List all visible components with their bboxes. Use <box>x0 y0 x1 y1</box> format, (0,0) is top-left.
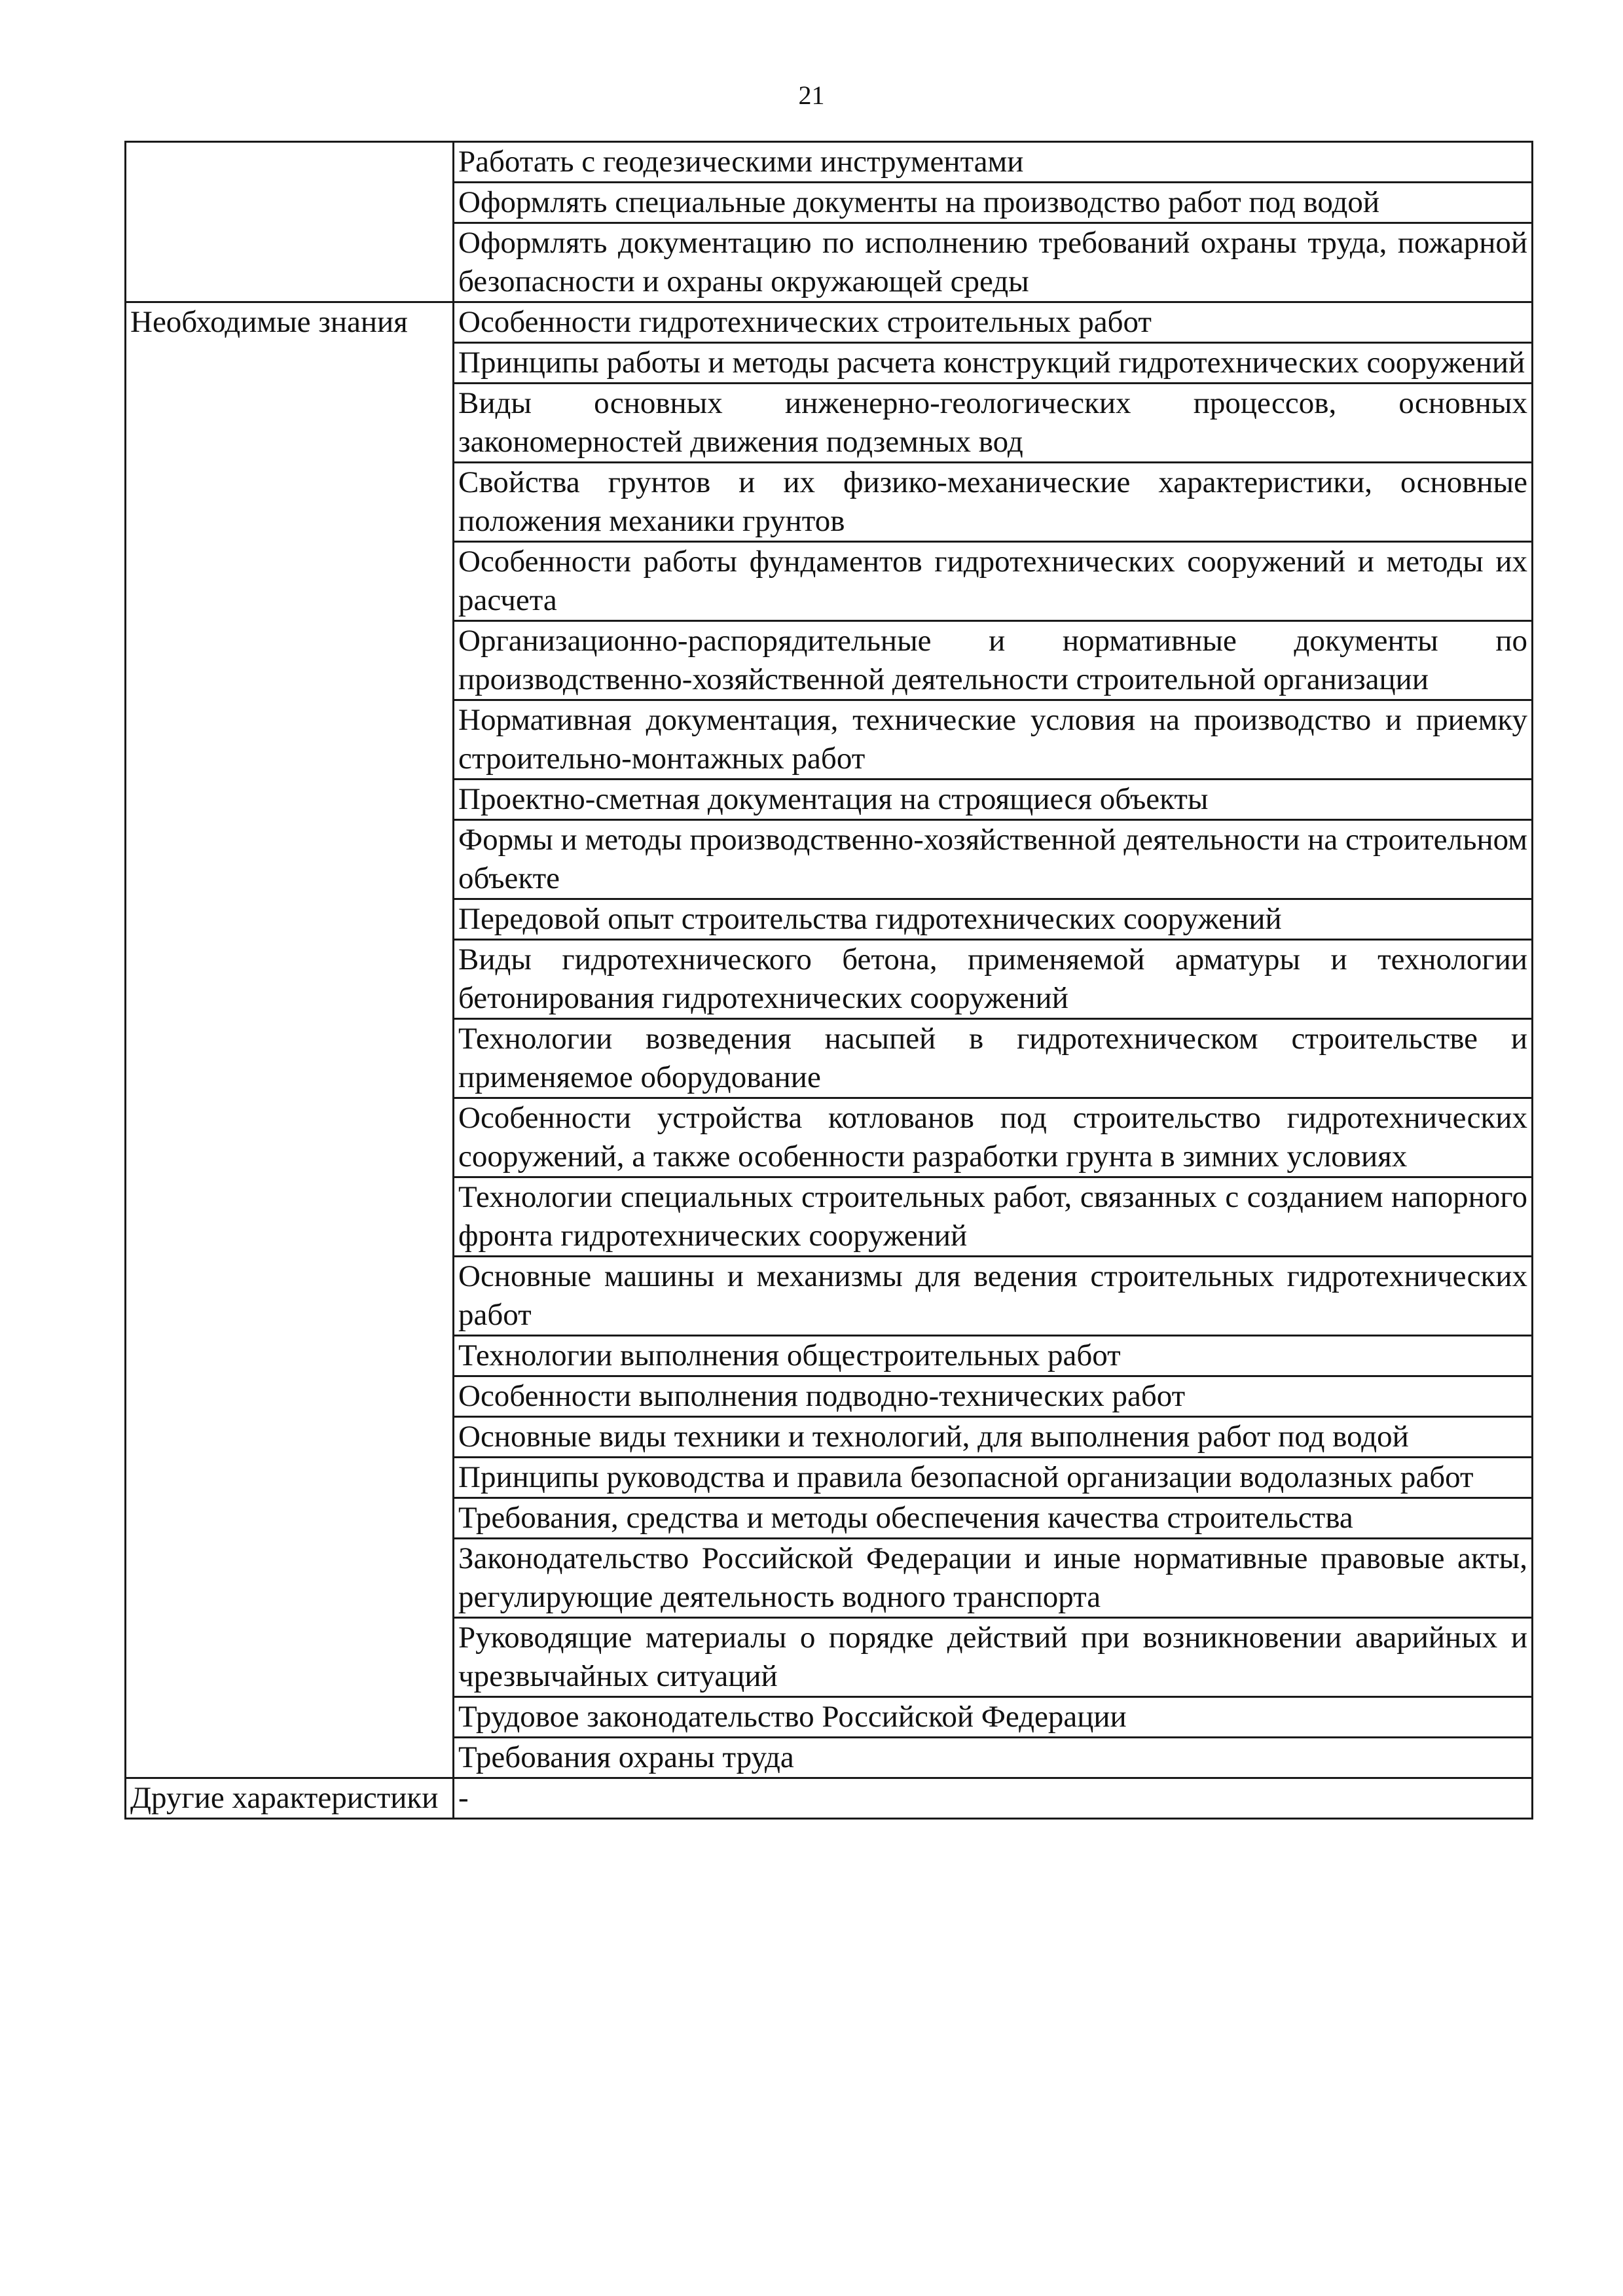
requirement-cell <box>454 1539 1533 1618</box>
requirement-cell <box>454 940 1533 1019</box>
requirement-text: Передовой опыт строительства гидротехнических сооружений <box>458 902 1282 936</box>
requirement-text: Особенности выполнения подводно-технических работ <box>458 1379 1186 1413</box>
requirement-text: Принципы руководства и правила безопасной организации водолазных работ <box>458 1460 1474 1494</box>
requirement-text: Требования, средства и методы обеспечения качества строительства <box>458 1501 1353 1535</box>
requirement-cell <box>454 1376 1533 1417</box>
requirement-cell <box>454 1778 1533 1819</box>
requirement-cell <box>454 1417 1533 1458</box>
requirement-cell <box>454 899 1533 940</box>
requirements-table-body <box>126 142 1533 1819</box>
requirement-cell <box>454 1498 1533 1539</box>
requirement-text: Особенности гидротехнических строительных работ <box>458 305 1152 339</box>
requirement-cell <box>454 183 1533 223</box>
requirement-text: Руководящие материалы о порядке действий при возникновении аварийных и чрезвычайных ситуаций <box>458 1621 1527 1693</box>
requirement-cell <box>454 142 1533 183</box>
requirement-text: Свойства грунтов и их физико-механические характеристики, основные положения механики грунтов <box>458 465 1527 538</box>
requirement-text: Виды гидротехнического бетона, применяемой арматуры и технологии бетонирования гидротехнических сооружений <box>458 942 1527 1015</box>
requirement-cell <box>454 1336 1533 1376</box>
requirement-text: Организационно-распорядительные и нормативные документы по производственно-хозяйственной деятельности строительной организации <box>458 624 1527 696</box>
requirement-text: Оформлять специальные документы на производство работ под водой <box>458 185 1380 219</box>
table-row <box>126 142 1533 183</box>
requirement-cell <box>454 1257 1533 1336</box>
requirement-text: Работать с геодезическими инструментами <box>458 145 1024 179</box>
requirement-text: Требования охраны труда <box>458 1740 794 1774</box>
requirement-cell <box>454 780 1533 820</box>
requirement-cell <box>454 621 1533 700</box>
section-label-cell <box>126 302 454 1778</box>
requirement-text: Основные машины и механизмы для ведения строительных гидротехнических работ <box>458 1259 1527 1332</box>
requirement-cell <box>454 1618 1533 1697</box>
requirement-cell <box>454 1738 1533 1778</box>
requirement-cell <box>454 820 1533 899</box>
requirement-text: Основные виды техники и технологий, для выполнения работ под водой <box>458 1420 1409 1454</box>
requirement-cell <box>454 542 1533 621</box>
page-number: 21 <box>798 81 825 110</box>
requirement-text: Особенности работы фундаментов гидротехнических сооружений и методы их расчета <box>458 545 1527 617</box>
requirement-text: Особенности устройства котлованов под строительство гидротехнических сооружений, а также особенности разработки грунта в зимних условиях <box>458 1101 1527 1174</box>
table-row <box>126 1778 1533 1819</box>
requirement-text: Проектно-сметная документация на строящиеся объекты <box>458 782 1209 816</box>
requirement-text: Технологии возведения насыпей в гидротехническом строительстве и применяемое оборудование <box>458 1022 1527 1094</box>
requirement-text: Оформлять документацию по исполнению требований охраны труда, пожарной безопасности и охраны окружающей среды <box>458 226 1527 298</box>
requirement-text: Технологии специальных строительных работ, связанных с созданием напорного фронта гидротехнических сооружений <box>458 1180 1527 1253</box>
requirement-text: Принципы работы и методы расчета конструкций гидротехнических сооружений <box>458 346 1525 380</box>
requirement-cell <box>454 1177 1533 1257</box>
requirement-text: Формы и методы производственно-хозяйственной деятельности на строительном объекте <box>458 823 1527 895</box>
requirements-table <box>124 141 1533 1820</box>
requirement-cell <box>454 700 1533 780</box>
section-label: Другие характеристики <box>130 1781 439 1815</box>
requirement-text: Виды основных инженерно-геологических процессов, основных закономерностей движения подземных вод <box>458 386 1527 459</box>
requirement-text: Нормативная документация, технические условия на производство и приемку строительно-монтажных работ <box>458 703 1527 776</box>
requirement-text: Технологии выполнения общестроительных работ <box>458 1338 1121 1372</box>
requirement-text: - <box>458 1781 469 1815</box>
requirement-cell <box>454 1458 1533 1498</box>
requirement-text: Трудовое законодательство Российской Федерации <box>458 1700 1127 1734</box>
requirement-cell <box>454 343 1533 384</box>
requirement-cell <box>454 302 1533 343</box>
requirement-cell <box>454 384 1533 463</box>
requirement-cell <box>454 463 1533 542</box>
requirement-text: Законодательство Российской Федерации и иные нормативные правовые акты, регулирующие деятельность водного транспорта <box>458 1541 1527 1614</box>
requirement-cell <box>454 1697 1533 1738</box>
requirement-cell <box>454 1098 1533 1177</box>
section-label-cell <box>126 1778 454 1819</box>
table-row <box>126 302 1533 343</box>
requirement-cell <box>454 223 1533 302</box>
requirement-cell <box>454 1019 1533 1098</box>
section-label-cell <box>126 142 454 302</box>
section-label: Необходимые знания <box>130 305 408 339</box>
